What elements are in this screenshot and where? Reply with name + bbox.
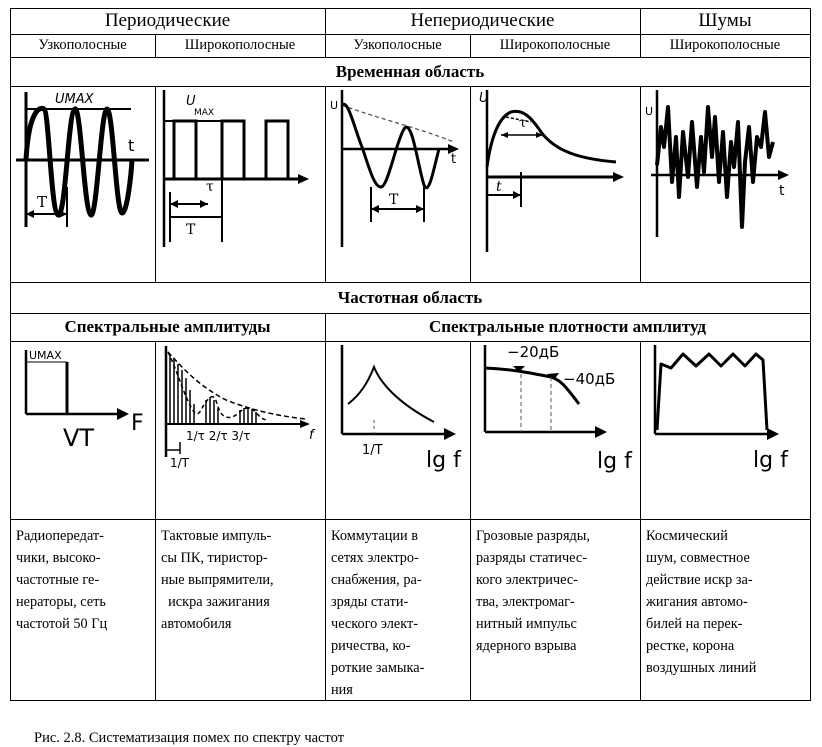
f-label-7: f (309, 428, 314, 443)
u-label-4: U (479, 91, 489, 106)
description-narrowband-nonperiodic: Коммутации в сетях электро- снабжения, ра- зряды стати- ческого элект- ричества, ко- роткие замыка- ния (331, 528, 425, 698)
freq-domain-title: Частотная область (337, 287, 483, 307)
t-label-5: t (779, 183, 785, 199)
T-label: T (37, 193, 48, 211)
u-label: U (330, 99, 339, 112)
spectral-amplitudes-title: Спектральные амплитуды (64, 317, 271, 336)
minus40-label: −40дБ (563, 370, 616, 388)
tau-label-4: τ (519, 116, 527, 131)
header-nonperiodic: Непериодические (410, 10, 555, 31)
description-wideband-periodic: Тактовые импуль- сы ПК, тиристор- ные выпрямители, искра зажигания автомобиля (161, 528, 274, 632)
lgf-label-8: lg f (426, 448, 461, 473)
time-plot-wideband-periodic (156, 87, 325, 282)
F-label: F (131, 411, 144, 436)
vt-label: VT (63, 424, 95, 452)
freq-plot-noise (641, 342, 810, 519)
umax-label-6: UMAX (29, 349, 62, 362)
time-plot-wideband-nonperiodic (471, 87, 640, 282)
freq-plot-wideband-periodic (156, 342, 325, 519)
description-noise: Космический шум, совместное действие искр за- жигания автомо- билей на перек- рестке, корона воздушных линий (646, 528, 757, 676)
one-over-T-label-8: 1/T (362, 443, 383, 458)
time-plot-noise (641, 87, 810, 282)
t-label-4: t (496, 179, 502, 195)
t-label: t (128, 136, 135, 155)
one-over-T-label: 1/T (170, 456, 190, 470)
time-plot-narrowband-nonperiodic (326, 87, 470, 282)
tau-label: τ (206, 179, 214, 195)
time-domain-title: Временная область (335, 61, 485, 81)
lgf-label-9: lg f (597, 449, 632, 474)
subheader-narrowband-periodic: Узкополосные (38, 37, 127, 53)
subheader-narrowband-nonperiodic: Узкополосные (353, 37, 442, 53)
subheader-wideband-noise: Широкополосные (669, 37, 781, 53)
freq-plot-wideband-nonperiodic (471, 342, 640, 519)
T-label-3: T (389, 192, 399, 208)
umax-u-label: U (186, 94, 196, 109)
time-plot-narrowband-periodic (11, 87, 155, 282)
umax-label: UMAX (55, 92, 94, 107)
minus20-label: −20дБ (507, 343, 560, 361)
t-label-3: t (451, 152, 457, 167)
spectral-densities-title: Спектральные плотности амплитуд (428, 317, 707, 336)
freq-plot-narrowband-periodic (11, 342, 155, 519)
lgf-label-10: lg f (753, 448, 788, 473)
harmonics-label: 1/τ 2/τ 3/τ (186, 429, 251, 443)
umax-sub-label: MAX (194, 108, 215, 118)
description-wideband-nonperiodic: Грозовые разряды, разряды статичес- кого электричес- тва, электромаг- нитный импульс ядерного взрыва (476, 528, 590, 654)
subheader-wideband-periodic: Широкополосные (184, 37, 296, 53)
u-label-5: U (645, 105, 654, 118)
subheader-wideband-nonperiodic: Широкополосные (499, 37, 611, 53)
header-noise: Шумы (698, 10, 752, 31)
header-periodic: Периодические (104, 10, 231, 31)
freq-plot-narrowband-nonperiodic (326, 342, 470, 519)
figure-caption: Рис. 2.8. Систематизация помех по спектру частот (34, 730, 345, 746)
T-label-2: T (186, 222, 196, 238)
description-narrowband-periodic: Радиопередат- чики, высоко- частотные ге- нераторы, сеть частотой 50 Гц (16, 528, 108, 632)
